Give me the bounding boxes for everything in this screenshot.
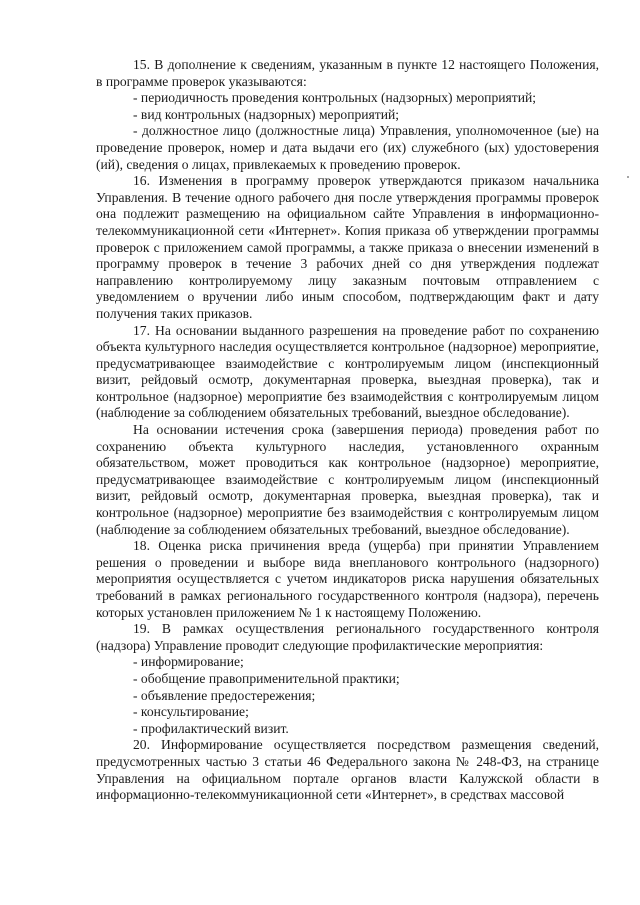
document-body [96,57,599,804]
scan-speck [627,176,629,178]
paragraph-19-intro: 19. В рамках осуществления регионального государственного контроля (надзора) Управление проводит следующие профилактические мероприятия: [96,621,599,653]
paragraph-15-intro: 15. В дополнение к сведениям, указанным в пункте 12 настоящего Положения, в программе проверок указываются: [96,57,599,89]
list-item-warning: - объявление предостережения; [133,687,316,703]
list-item-consulting: - консультирование; [133,704,249,720]
list-item-periodicity: - периодичность проведения контрольных (надзорных) мероприятий; [133,90,537,106]
paragraph-17-continued: На основании истечения срока (завершения периода) проведения работ по сохранению объекта культурного наследия, установленного охранным обязательством, может проводиться как контрольное (надзорное) мероприятие, предусматривающее взаимодействие с контролируемым лицом (инспекционный визит, рейдовый осмотр, документарная проверка, выездная проверка), так и контрольное (надзорное) мероприятие без взаимодействия с контролируемым лицом (наблюдение за соблюдением обязательных требований, выездное обследование). [96,422,599,537]
list-item-preventive-visit: - профилактический визит. [133,720,289,736]
paragraph-20: 20. Информирование осуществляется посредством размещения сведений, предусмотренных частью 3 статьи 46 Федерального закона № 248-ФЗ, на странице Управления на официальном портале органов власти Калужской области в информационно-телекоммуникационной сети «Интернет», в средствах массовой [96,737,599,803]
paragraph-15-official: - должностное лицо (должностные лица) Управления, уполномоченное (ые) на проведение проверок, номер и дата выдачи его (их) служебного (ых) удостоверения (ий), сведения о лицах, привлекаемых к проведению проверок. [96,123,599,172]
list-item-measure-type: - вид контрольных (надзорных) мероприятий; [133,106,400,122]
paragraph-16: 16. Изменения в программу проверок утверждаются приказом начальника Управления. В течение одного рабочего дня после утверждения программы проверок она подлежит размещению на официальном сайте Управления в информационно-телекоммуникационной сети «Интернет». Копия приказа об утверждении программы проверок с приложением самой программы, а также приказа о внесении изменений в программу проверок в течение 3 рабочих дней со дня утверждения подлежат направлению контролируемому лицу заказным почтовым отправлением с уведомлением о вручении либо иным способом, подтверждающим факт и дату получения таких приказов. [96,173,599,321]
paragraph-18: 18. Оценка риска причинения вреда (ущерба) при принятии Управлением решения о проведении и выборе вида внепланового контрольного (надзорного) мероприятия осуществляется с учетом индикаторов риска нарушения обязательных требований в рамках регионального государственного контроля (надзора), перечень которых установлен приложением № 1 к настоящему Положению. [96,538,599,620]
list-item-informing: - информирование; [133,654,244,670]
paragraph-17: 17. На основании выданного разрешения на проведение работ по сохранению объекта культурного наследия осуществляется контрольное (надзорное) мероприятие, предусматривающее взаимодействие с контролируемым лицом (инспекционный визит, рейдовый осмотр, документарная проверка, выездная проверка), так и контрольное (надзорное) мероприятие без взаимодействия с контролируемым лицом (наблюдение за соблюдением обязательных требований, выездное обследование). [96,322,599,421]
list-item-generalization: - обобщение правоприменительной практики; [133,670,400,686]
